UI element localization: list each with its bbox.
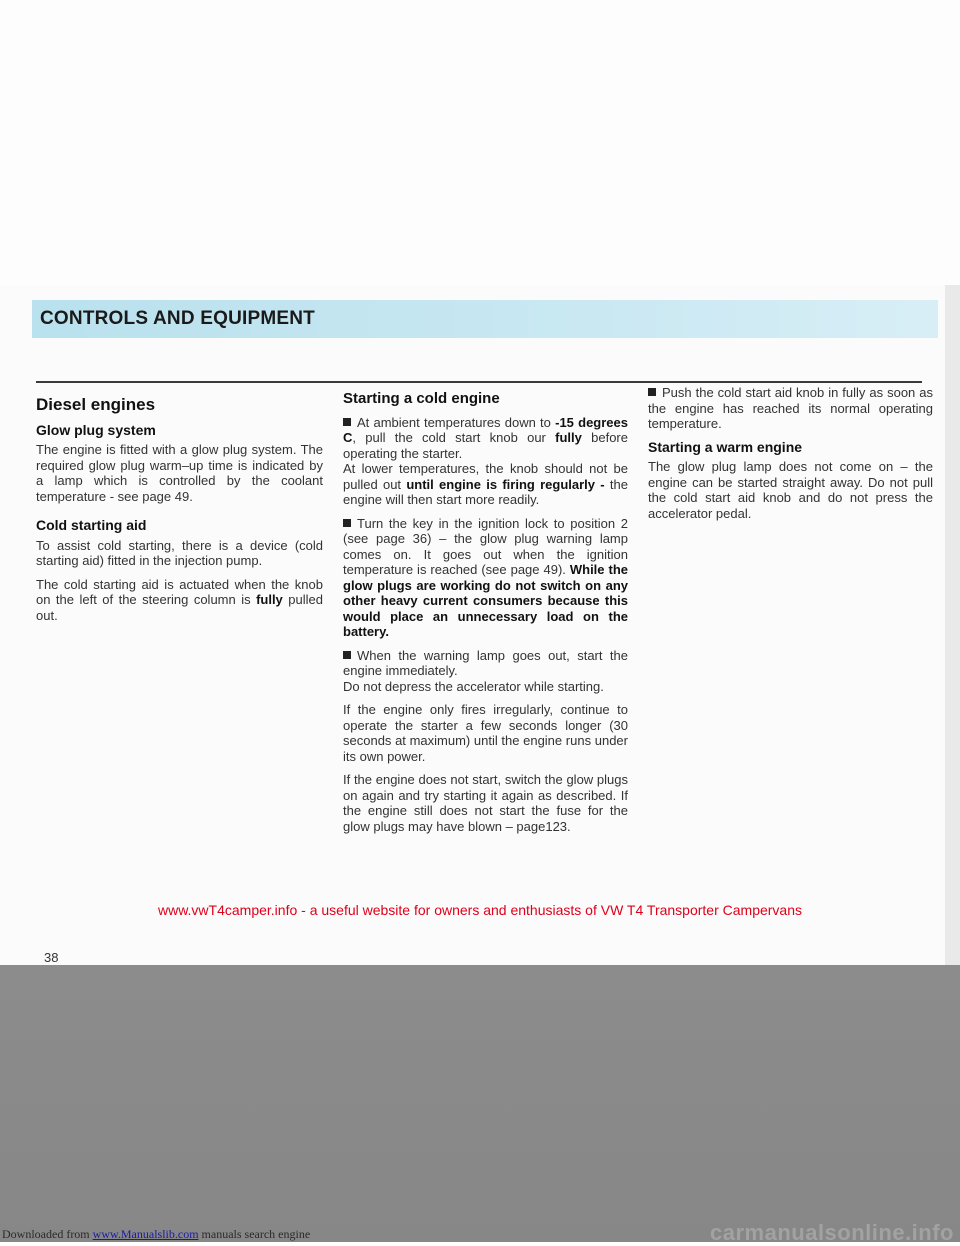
column-right xyxy=(648,385,933,529)
paragraph-glow-plug: The engine is fitted with a glow plug system. The required glow plug warm–up time is indicated by a lamp which is controlled by the coolant temperature - see page 49. xyxy=(36,442,323,504)
heading-starting-cold-engine: Starting a cold engine xyxy=(343,390,500,407)
manualslib-link[interactable]: www.Manualslib.com xyxy=(92,1227,199,1241)
watermark: carmanualsonline.info xyxy=(710,1220,954,1245)
paragraph-engine-not-start: If the engine does not start, switch the glow plugs on again and try starting it again as described. If the engine still does not start the fuse for the glow plugs may have blown – page123. xyxy=(343,772,628,834)
bullet-icon xyxy=(648,388,656,396)
bullet-icon xyxy=(343,519,351,527)
section-title: CONTROLS AND EQUIPMENT xyxy=(40,308,315,329)
paragraph-irregular-firing: If the engine only fires irregularly, continue to operate the starter a few seconds longer (30 seconds at maximum) until the engine runs under its own power. xyxy=(343,702,628,764)
website-footer-link[interactable]: www.vwT4camper.info - a useful website for owners and enthusiasts of VW T4 Transporter Campervans xyxy=(157,902,803,918)
top-blank-area xyxy=(0,0,960,285)
paragraph-cold-aid-device: To assist cold starting, there is a device (cold starting aid) fitted in the injection pump. xyxy=(36,537,323,568)
heading-starting-warm-engine: Starting a warm engine xyxy=(648,438,803,455)
bullet-icon xyxy=(343,418,351,426)
heading-glow-plug-system: Glow plug system xyxy=(36,421,156,438)
bullet-icon xyxy=(343,651,351,659)
bullet-ambient-temperature: At ambient temperatures down to -15 degrees C, pull the cold start knob our fully before operating the starter. At lower temperatures, the knob should not be pulled out until engine is firing regularly - the engine will then start more readily. xyxy=(343,414,628,507)
heading-cold-starting-aid: Cold starting aid xyxy=(36,517,147,533)
header-rule xyxy=(36,381,922,383)
column-left xyxy=(36,397,323,631)
page-number: 38 xyxy=(44,950,59,965)
page-edge xyxy=(945,285,960,965)
paragraph-warm-engine: The glow plug lamp does not come on – the engine can be started straight away. Do not pull the cold start aid knob and do not press the accelerator pedal. xyxy=(648,459,933,521)
heading-diesel-engines: Diesel engines xyxy=(36,395,156,414)
column-middle xyxy=(343,391,628,842)
download-credit: Downloaded from www.Manualslib.com manuals search engine xyxy=(2,1227,311,1241)
bullet-push-knob: Push the cold start aid knob in fully as soon as the engine has reached its normal operating temperature. xyxy=(648,385,933,431)
paragraph-cold-aid-actuation: The cold starting aid is actuated when the knob on the left of the steering column is fully pulled out. xyxy=(36,576,323,623)
bullet-warning-lamp: When the warning lamp goes out, start the engine immediately. Do not depress the accelerator while starting. xyxy=(343,647,628,694)
scan-background xyxy=(0,965,960,1242)
bullet-ignition-key: Turn the key in the ignition lock to position 2 (see page 36) – the glow plug warning lamp comes on. It goes out when the ignition temperature is reached (see page 49). While the glow plugs are working do not switch on any other heavy current consumers because this would place an unnecessary load on the battery. xyxy=(343,515,628,639)
